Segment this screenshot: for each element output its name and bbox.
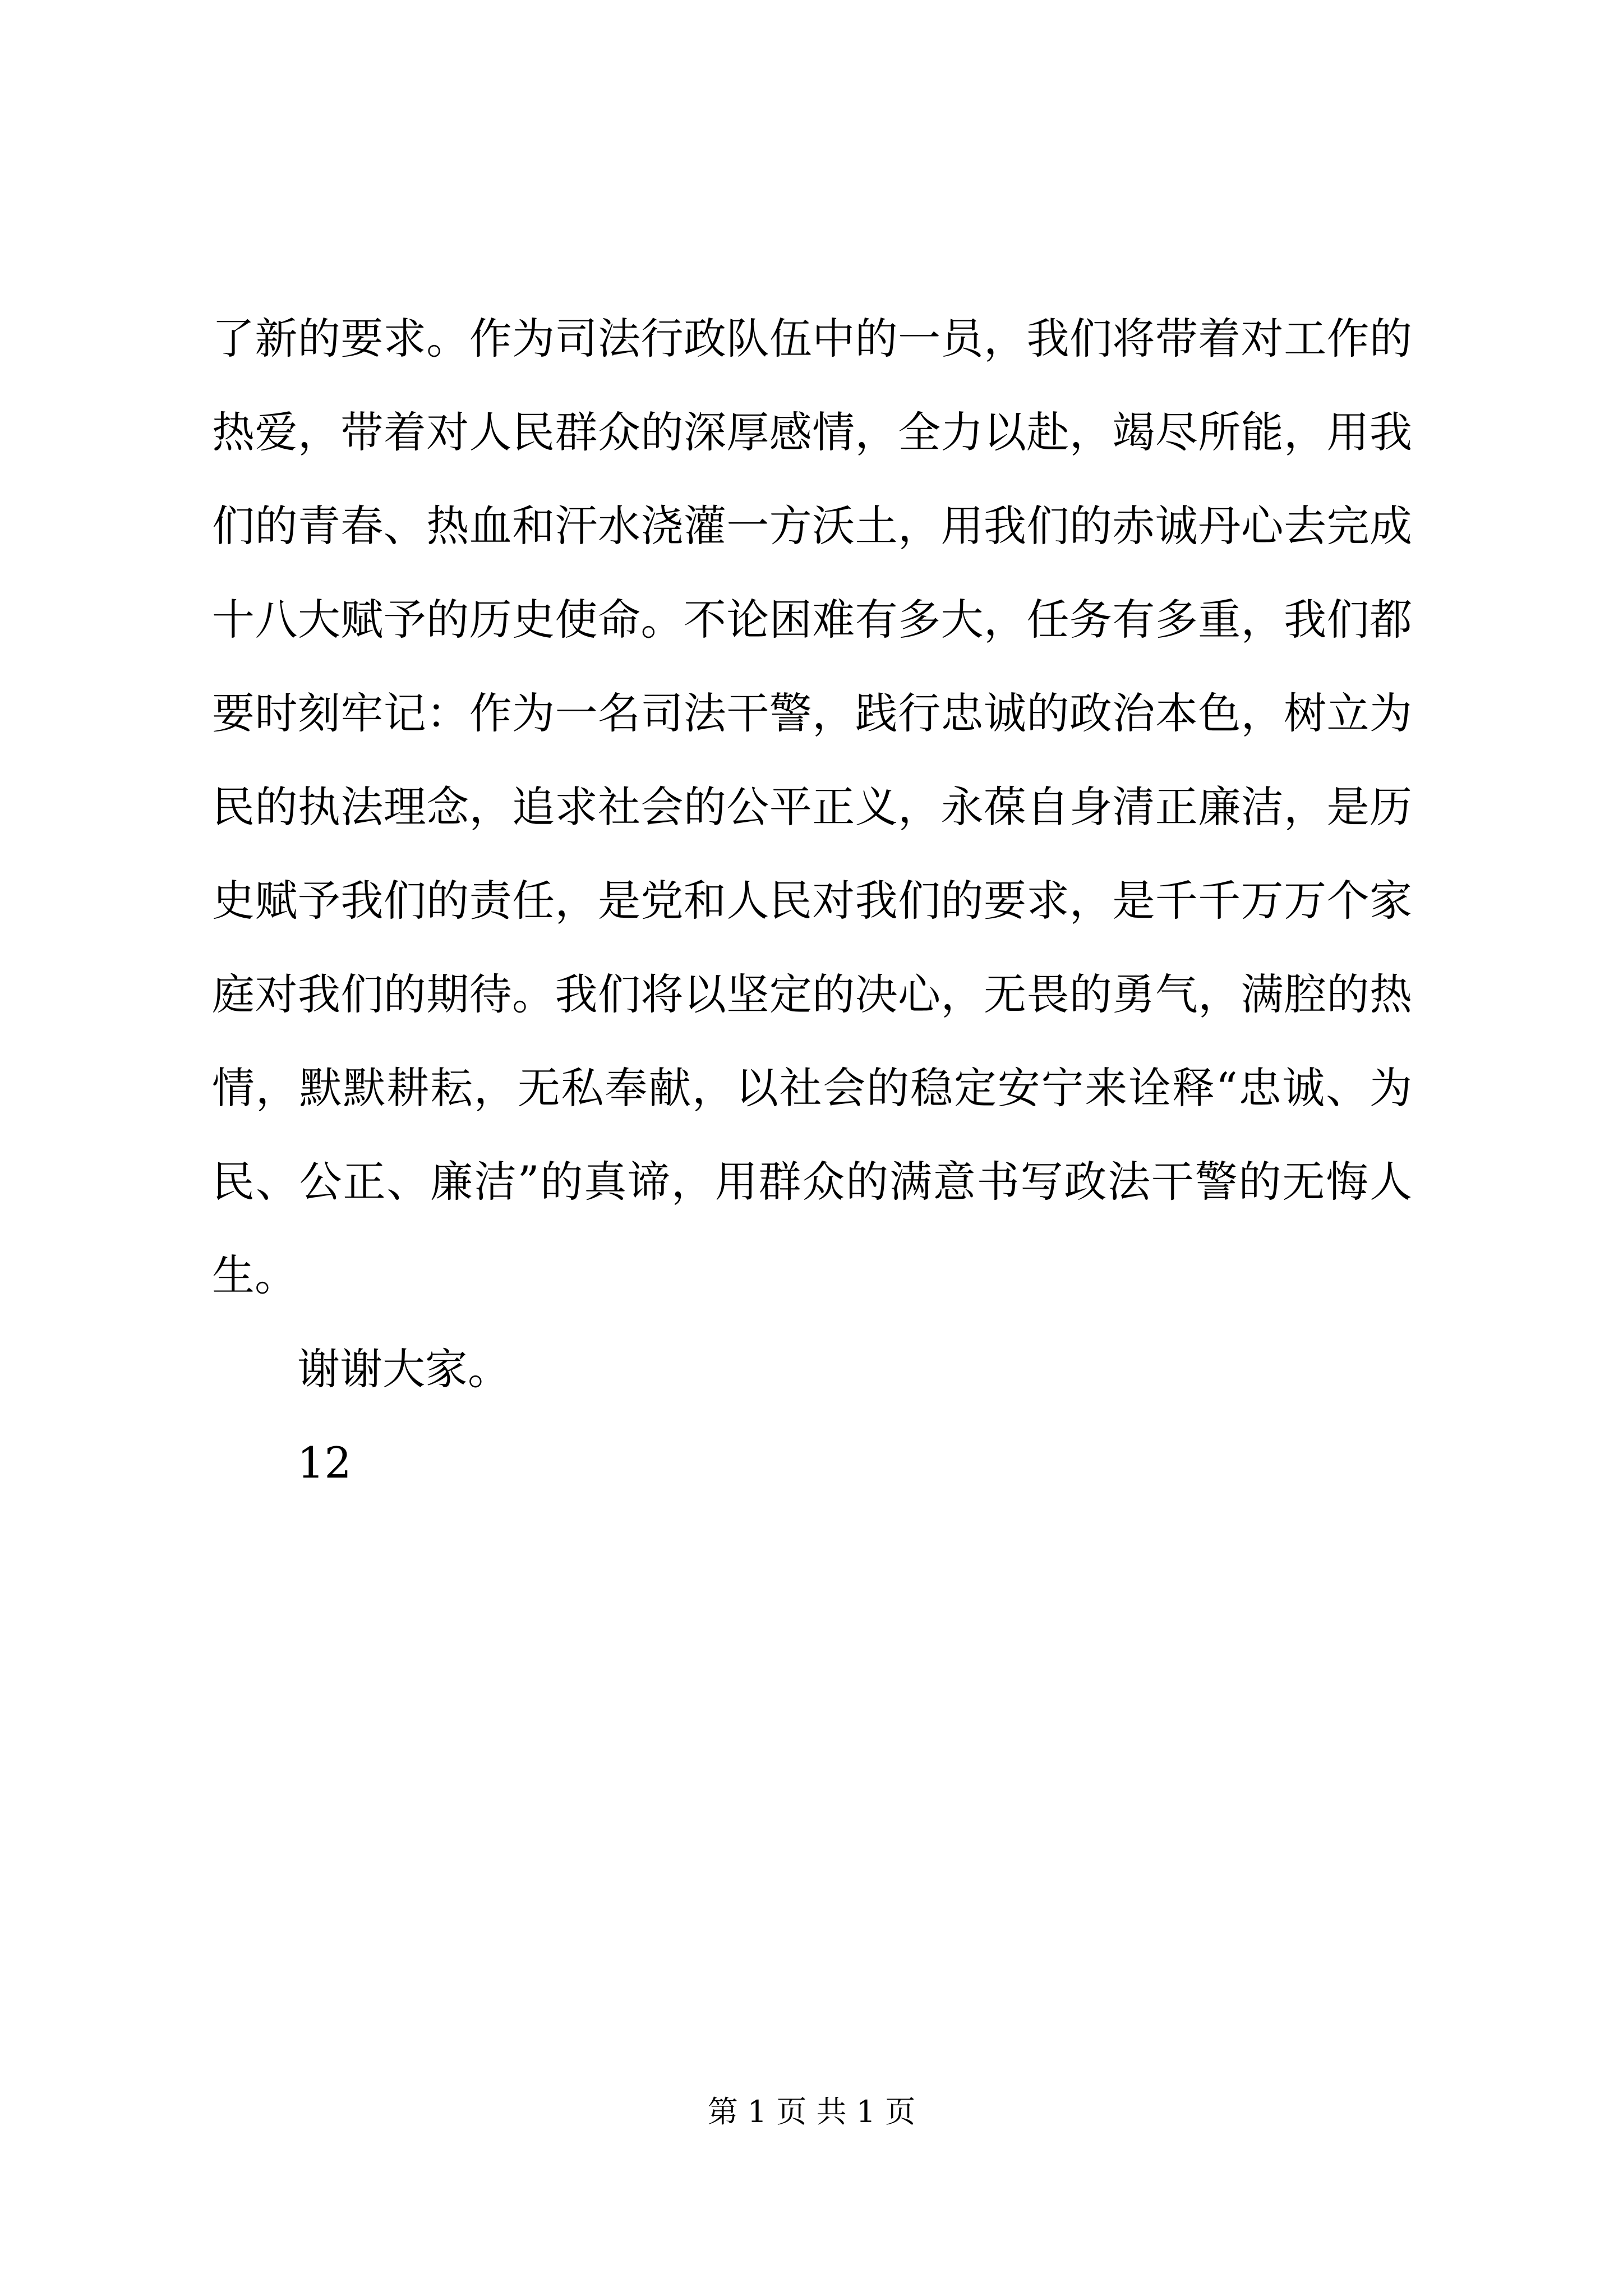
- number-line: 12: [297, 1438, 352, 1488]
- paragraph-line-3: 们的青春、热血和汗水浇灌一方沃土，用我们的赤诚丹心去完成: [212, 501, 1412, 551]
- paragraph-line-8: 庭对我们的期待。我们将以坚定的决心，无畏的勇气，满腔的热: [212, 969, 1412, 1019]
- paragraph-line-7: 史赋予我们的责任，是党和人民对我们的要求，是千千万万个家: [212, 876, 1412, 926]
- paragraph-line-11: 生。: [212, 1250, 297, 1300]
- page-footer: 第 1 页 共 1 页: [707, 2094, 916, 2129]
- paragraph-line-4: 十八大赋予的历史使命。不论困难有多大，任务有多重，我们都: [212, 595, 1412, 645]
- paragraph-line-2: 热爱，带着对人民群众的深厚感情，全力以赴，竭尽所能，用我: [212, 407, 1412, 457]
- paragraph-line-1: 了新的要求。作为司法行政队伍中的一员，我们将带着对工作的: [212, 314, 1412, 364]
- paragraph-line-6: 民的执法理念，追求社会的公平正义，永葆自身清正廉洁，是历: [212, 782, 1412, 832]
- paragraph-line-5: 要时刻牢记：作为一名司法干警，践行忠诚的政治本色，树立为: [212, 688, 1412, 738]
- paragraph-line-9: 情，默默耕耘，无私奉献，以社会的稳定安宁来诠释“忠诚、为: [212, 1063, 1412, 1113]
- closing-line: 谢谢大家。: [297, 1344, 510, 1394]
- paragraph-line-10: 民、公正、廉洁”的真谛，用群众的满意书写政法干警的无悔人: [212, 1157, 1412, 1207]
- document-body: [212, 292, 1412, 1510]
